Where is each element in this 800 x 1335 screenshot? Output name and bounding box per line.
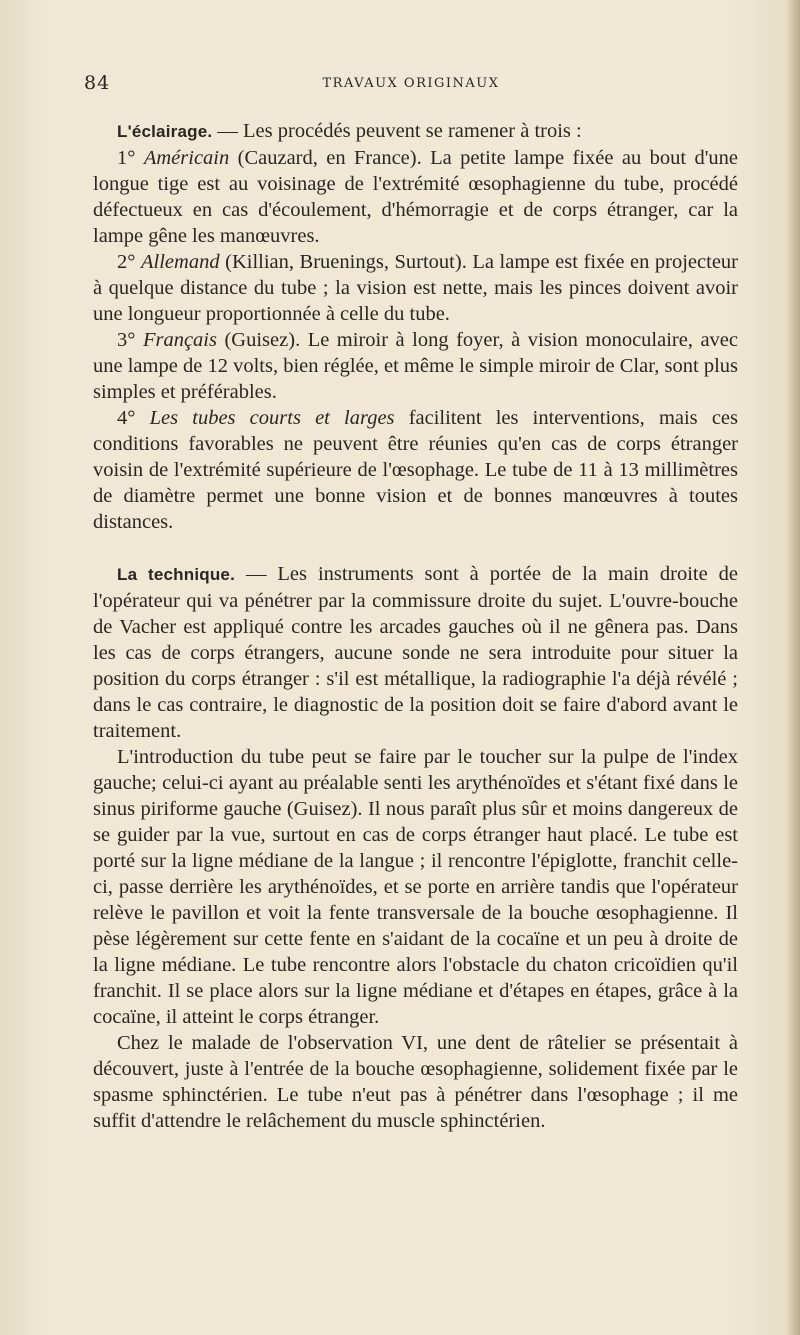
section-heading-technique: La technique. — [117, 565, 235, 584]
item-label: 1° — [117, 147, 144, 169]
item-name: Allemand — [141, 251, 220, 273]
section-heading-eclairage: L'éclairage. — [117, 122, 213, 141]
eclairage-item-2 — [93, 249, 738, 327]
item-label: 3° — [117, 329, 143, 351]
body-text — [93, 118, 738, 1134]
item-text: (Guisez). Le miroir à long foyer, à vision monoculaire, avec une lampe de 12 volts, bien réglée, et même le simple miroir de Clar, sont plus simples et préférables. — [93, 329, 738, 403]
eclairage-intro-paragraph — [93, 118, 738, 145]
item-text: facilitent les interventions, mais ces conditions favorables ne peuvent être réunies qu'en cas de corps étranger voisin de l'extrémité supérieure de l'œsophage. Le tube de 11 à 13 millimètres de diamètre permet une bonne vision et de bonnes manœuvres à toutes distances. — [93, 407, 738, 533]
page-number: 84 — [84, 72, 111, 94]
eclairage-item-1 — [93, 145, 738, 249]
item-label: 2° — [117, 251, 141, 273]
item-text: (Killian, Bruenings, Surtout). La lampe est fixée en projecteur à quelque distance du tube ; la vision est nette, mais les pinces doivent avoir une longueur proportionnée à celle du tube. — [93, 251, 738, 325]
technique-text-1: — Les instruments sont à portée de la main droite de l'opérateur qui va pénétrer par la commissure droite du sujet. L'ouvre-bouche de Vacher est appliqué contre les arcades gauches où il ne gênera pas. Dans les cas de corps étrangers, aucune sonde ne sera introduite pour situer la position du corps étranger : s'il est métallique, la radiographie l'a déjà révélé ; dans le cas contraire, le diagnostic de la position doit se faire d'abord avant le traitement. — [93, 563, 738, 742]
running-title: TRAVAUX ORIGINAUX — [322, 76, 500, 91]
item-name: Américain — [143, 147, 230, 169]
technique-paragraph-1 — [93, 561, 738, 744]
item-name: Les tubes courts et larges — [149, 407, 395, 429]
technique-paragraph-2: L'introduction du tube peut se faire par le toucher sur la pulpe de l'index gauche; celui-ci ayant au préalable senti les arythénoïdes et s'étant fixé dans le sinus piriforme gauche (Guisez). Il nous paraît plus sûr et moins dangereux de se guider par la vue, surtout en cas de corps étranger haut placé. Le tube est porté sur la ligne médiane de la langue ; il rencontre l'épiglotte, franchit celle-ci, passe derrière les arythénoïdes, et se porte en arrière tandis que l'opérateur relève le pavillon et voit la fente transversale de la bouche œsophagienne. Il pèse légèrement sur cette fente en s'aidant de la cocaïne et un peu à droite de la ligne médiane. Le tube rencontre alors l'obstacle du chaton cricoïdien qu'il franchit. Il se place alors sur la ligne médiane et d'étapes en étapes, grâce à la cocaïne, il atteint le corps étranger. — [93, 746, 738, 1028]
eclairage-intro-text: — Les procédés peuvent se ramener à trois : — [212, 120, 582, 142]
page-edge-shadow — [786, 0, 800, 1335]
item-text: (Cauzard, en France). La petite lampe fixée au bout d'une longue tige est au voisinage de l'extrémité œsophagienne du tube, procédé défectueux en cas d'écoulement, d'hémorragie et de corps étranger, car la lampe gêne les manœuvres. — [93, 147, 739, 247]
eclairage-item-4 — [93, 405, 738, 535]
item-name: Français — [142, 329, 217, 351]
item-label: 4° — [117, 407, 150, 429]
eclairage-item-3 — [93, 327, 738, 405]
page-header — [84, 72, 738, 98]
technique-paragraph-3: Chez le malade de l'observation VI, une dent de râtelier se présentait à découvert, juste à l'entrée de la bouche œsophagienne, solidement fixée par le spasme sphinctérien. Le tube n'eut pas à pénétrer dans l'œsophage ; il me suffit d'attendre le relâchement du muscle sphinctérien. — [93, 1032, 738, 1132]
